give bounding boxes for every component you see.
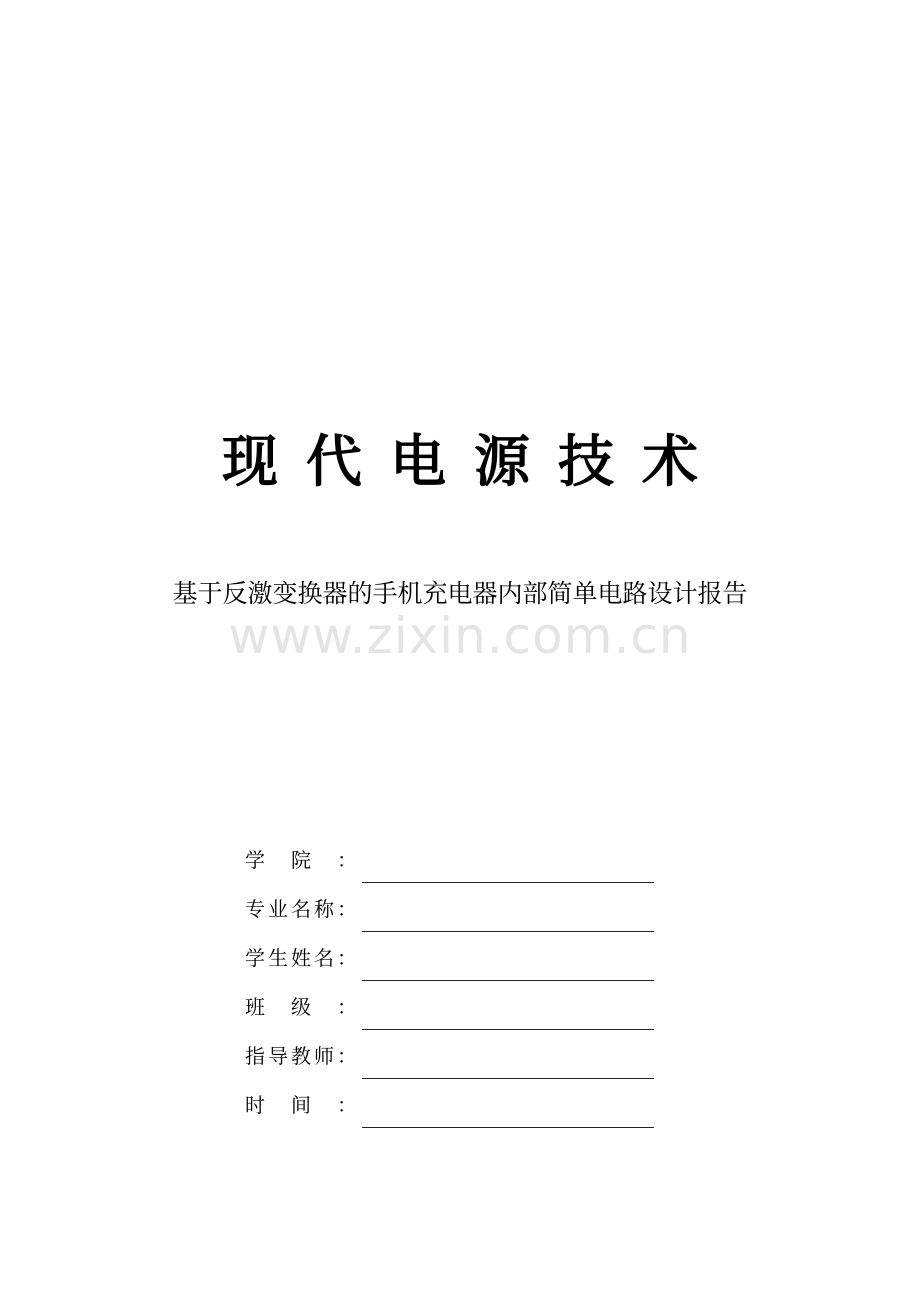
main-title — [0, 426, 920, 498]
label-char: ： — [337, 995, 357, 1019]
field-label — [245, 846, 357, 874]
label-char: 教 — [291, 1044, 311, 1068]
label-char: 名 — [314, 946, 334, 970]
label-char: ： — [337, 848, 357, 872]
label-char: 指 — [245, 1044, 265, 1068]
field-fill-line[interactable] — [362, 931, 654, 932]
label-char: 间 — [291, 1093, 311, 1117]
label-char: 时 — [245, 1093, 265, 1117]
field-college — [245, 838, 665, 887]
field-advisor — [245, 1034, 665, 1083]
field-fill-line[interactable] — [362, 1078, 654, 1079]
label-char: 称 — [314, 897, 334, 921]
label-char: 生 — [268, 946, 288, 970]
field-label — [245, 1091, 357, 1119]
main-title-char: 电 — [390, 429, 446, 495]
label-char: ： — [337, 1044, 357, 1068]
field-date — [245, 1083, 665, 1132]
field-label — [245, 944, 357, 972]
label-char: 师 — [314, 1044, 334, 1068]
label-char: 院 — [291, 848, 311, 872]
label-char: 学 — [245, 946, 265, 970]
field-fill-line[interactable] — [362, 882, 654, 883]
label-char: 导 — [268, 1044, 288, 1068]
field-label — [245, 895, 357, 923]
report-subtitle: 基于反激变换器的手机充电器内部简单电路设计报告 — [172, 579, 748, 608]
label-char: 学 — [245, 848, 265, 872]
main-title-char: 现 — [222, 429, 278, 495]
field-label — [245, 1042, 357, 1070]
label-char: 姓 — [291, 946, 311, 970]
label-char: 班 — [245, 995, 265, 1019]
cover-info-fields — [245, 838, 665, 1132]
label-char: ： — [337, 897, 357, 921]
label-char: 级 — [291, 995, 311, 1019]
label-char: ： — [337, 1093, 357, 1117]
field-fill-line[interactable] — [362, 980, 654, 981]
field-fill-line[interactable] — [362, 1127, 654, 1128]
main-title-char: 技 — [558, 429, 614, 495]
main-title-char: 代 — [306, 429, 362, 495]
label-char: ： — [337, 946, 357, 970]
field-student-name — [245, 936, 665, 985]
label-char: 名 — [291, 897, 311, 921]
field-label — [245, 993, 357, 1021]
label-char: 专 — [245, 897, 265, 921]
watermark-text: www.zixin.com.cn — [228, 607, 692, 665]
main-title-char: 术 — [642, 429, 698, 495]
field-major — [245, 887, 665, 936]
field-fill-line[interactable] — [362, 1029, 654, 1030]
main-title-char: 源 — [474, 429, 530, 495]
label-char: 业 — [268, 897, 288, 921]
field-class — [245, 985, 665, 1034]
